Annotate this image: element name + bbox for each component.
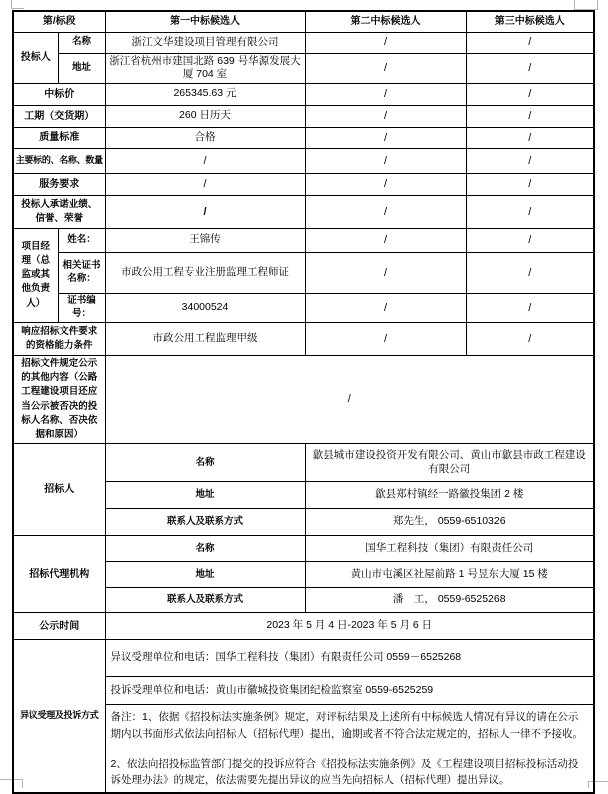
manager-name-value: 王锦传 — [105, 228, 305, 252]
tenderee-address-value: 歙县郑村镇经一路徽投集团 2 楼 — [305, 482, 594, 509]
duration-label: 工期（交货期） — [13, 105, 105, 127]
table-row — [13, 322, 594, 355]
duration-value: 260 日历天 — [105, 105, 305, 127]
agency-contact-value: 潘 工， 0559-6525268 — [305, 588, 594, 613]
table-row — [13, 355, 594, 444]
table-row — [13, 11, 594, 32]
service-label: 服务要求 — [13, 173, 105, 195]
bid-candidates-publicity-table — [12, 10, 595, 794]
bidder-name-value: 浙江文华建设项目管理有限公司 — [105, 32, 305, 53]
table-row — [13, 148, 594, 173]
win-price-label: 中标价 — [13, 83, 105, 105]
manager-name-label: 姓名： — [58, 228, 105, 252]
other-publicity-value: / — [105, 355, 594, 444]
agency-address-label: 地址 — [105, 562, 305, 588]
header-third-candidate: 第三中标候选人 — [466, 11, 594, 32]
table-row — [13, 83, 594, 105]
objection-group-label: 异议受理及投诉方式 — [13, 640, 105, 794]
tenderee-address-label: 地址 — [105, 482, 305, 509]
subject-label: 主要标的、名称、数量 — [13, 148, 105, 173]
table-row — [13, 293, 594, 322]
slash-cell: / — [305, 127, 466, 148]
objection-note-paragraph-1: 备注：1、依据《招投标法实施条例》规定，对评标结果及上述所有中标候选人情况有异议的请在公示期内以书面形式依法向招标人（招标代理）提出，逾期或者不符合法定规定的，招标人一律不予接收。 — [110, 711, 583, 740]
header-section: 第/标段 — [13, 11, 105, 32]
slash-cell: / — [466, 173, 594, 195]
slash-cell: / — [466, 228, 594, 252]
slash-cell: / — [466, 148, 594, 173]
table-row — [13, 32, 594, 53]
table-row — [13, 173, 594, 195]
manager-cert-no-value: 34000524 — [105, 293, 305, 322]
slash-cell: / — [466, 195, 594, 228]
objection-note-paragraph-2: 2、依法向招投标监管部门提交的投诉应符合《招投标法实施条例》及《工程建设项目招标投标活动投诉处理办法》的规定，依法需要先提出异议的应当先向招标人（招标代理）提出异议。 — [110, 757, 579, 787]
qualification-label: 响应招标文件要求的资格能力条件 — [13, 322, 105, 355]
table-row — [13, 195, 594, 228]
promise-label: 投标人承诺业绩、信誉、荣誉 — [13, 195, 105, 228]
tenderee-contact-label: 联系人及联系方式 — [105, 509, 305, 536]
bidder-name-label: 名称 — [58, 32, 105, 53]
slash-cell: / — [305, 228, 466, 252]
table-row — [13, 613, 594, 640]
tenderee-contact-value: 郑先生， 0559-6510326 — [305, 509, 594, 536]
header-first-candidate: 第一中标候选人 — [105, 11, 305, 32]
slash-cell: / — [305, 53, 466, 83]
agency-group-label: 招标代理机构 — [13, 536, 105, 613]
slash-cell: / — [305, 148, 466, 173]
table-row — [13, 444, 594, 482]
grid-artifact-top-right — [574, 0, 598, 10]
slash-cell: / — [305, 252, 466, 293]
bidder-group-label: 投标人 — [13, 32, 58, 83]
agency-name-label: 名称 — [105, 536, 305, 562]
table-row — [13, 536, 594, 562]
slash-cell: / — [466, 32, 594, 53]
quality-label: 质量标准 — [13, 127, 105, 148]
grid-artifact-top-left — [11, 0, 24, 9]
manager-group-label: 项目经理（总监或其他负责人） — [13, 228, 58, 322]
slash-cell: / — [466, 53, 594, 83]
manager-cert-value: 市政公用工程专业注册监理工程师证 — [105, 252, 305, 293]
table-row — [13, 228, 594, 252]
slash-cell: / — [305, 105, 466, 127]
qualification-value: 市政公用工程监理甲级 — [105, 322, 305, 355]
table-row — [13, 252, 594, 293]
win-price-value: 265345.63 元 — [105, 83, 305, 105]
agency-contact-label: 联系人及联系方式 — [105, 588, 305, 613]
slash-cell: / — [305, 293, 466, 322]
tenderee-name-value: 歙县城市建设投资开发有限公司、黄山市歙县市政工程建设有限公司 — [305, 444, 594, 482]
publicity-time-label: 公示时间 — [13, 613, 105, 640]
table-row — [13, 127, 594, 148]
tenderee-group-label: 招标人 — [13, 444, 105, 536]
slash-cell: / — [466, 322, 594, 355]
publicity-time-value: 2023 年 5 月 4 日-2023 年 5 月 6 日 — [105, 613, 594, 640]
manager-cert-no-label: 证书编号： — [58, 293, 105, 322]
slash-cell: / — [305, 32, 466, 53]
slash-cell: / — [305, 173, 466, 195]
table-row — [13, 640, 594, 677]
agency-name-value: 国华工程科技（集团）有限责任公司 — [305, 536, 594, 562]
slash-cell-bold: / — [105, 195, 305, 228]
objection-line1: 异议受理单位和电话：国华工程科技（集团）有限责任公司 0559－6525268 — [105, 640, 594, 677]
slash-cell: / — [466, 83, 594, 105]
objection-line2: 投诉受理单位和电话：黄山市徽城投资集团纪检监察室 0559-6525259 — [105, 677, 594, 705]
slash-cell: / — [105, 173, 305, 195]
slash-cell: / — [305, 195, 466, 228]
slash-cell: / — [466, 252, 594, 293]
objection-note — [105, 705, 594, 794]
slash-cell: / — [466, 105, 594, 127]
bidder-address-label: 地址 — [58, 53, 105, 83]
agency-address-value: 黄山市屯溪区社屋前路 1 号昱东大厦 15 楼 — [305, 562, 594, 588]
slash-cell: / — [466, 293, 594, 322]
quality-value: 合格 — [105, 127, 305, 148]
manager-cert-label: 相关证书名称： — [58, 252, 105, 293]
header-second-candidate: 第二中标候选人 — [305, 11, 466, 32]
tenderee-name-label: 名称 — [105, 444, 305, 482]
slash-cell: / — [466, 127, 594, 148]
slash-cell: / — [305, 83, 466, 105]
slash-cell: / — [105, 148, 305, 173]
slash-cell: / — [305, 322, 466, 355]
bidder-address-value: 浙江省杭州市建国北路 639 号华源发展大厦 704 室 — [105, 53, 305, 83]
table-row — [13, 105, 594, 127]
table-row — [13, 53, 594, 83]
other-publicity-label: 招标文件规定公示的其他内容（公路工程建设项目还应当公示被否决的投标人名称、否决依据和原因） — [13, 355, 105, 444]
